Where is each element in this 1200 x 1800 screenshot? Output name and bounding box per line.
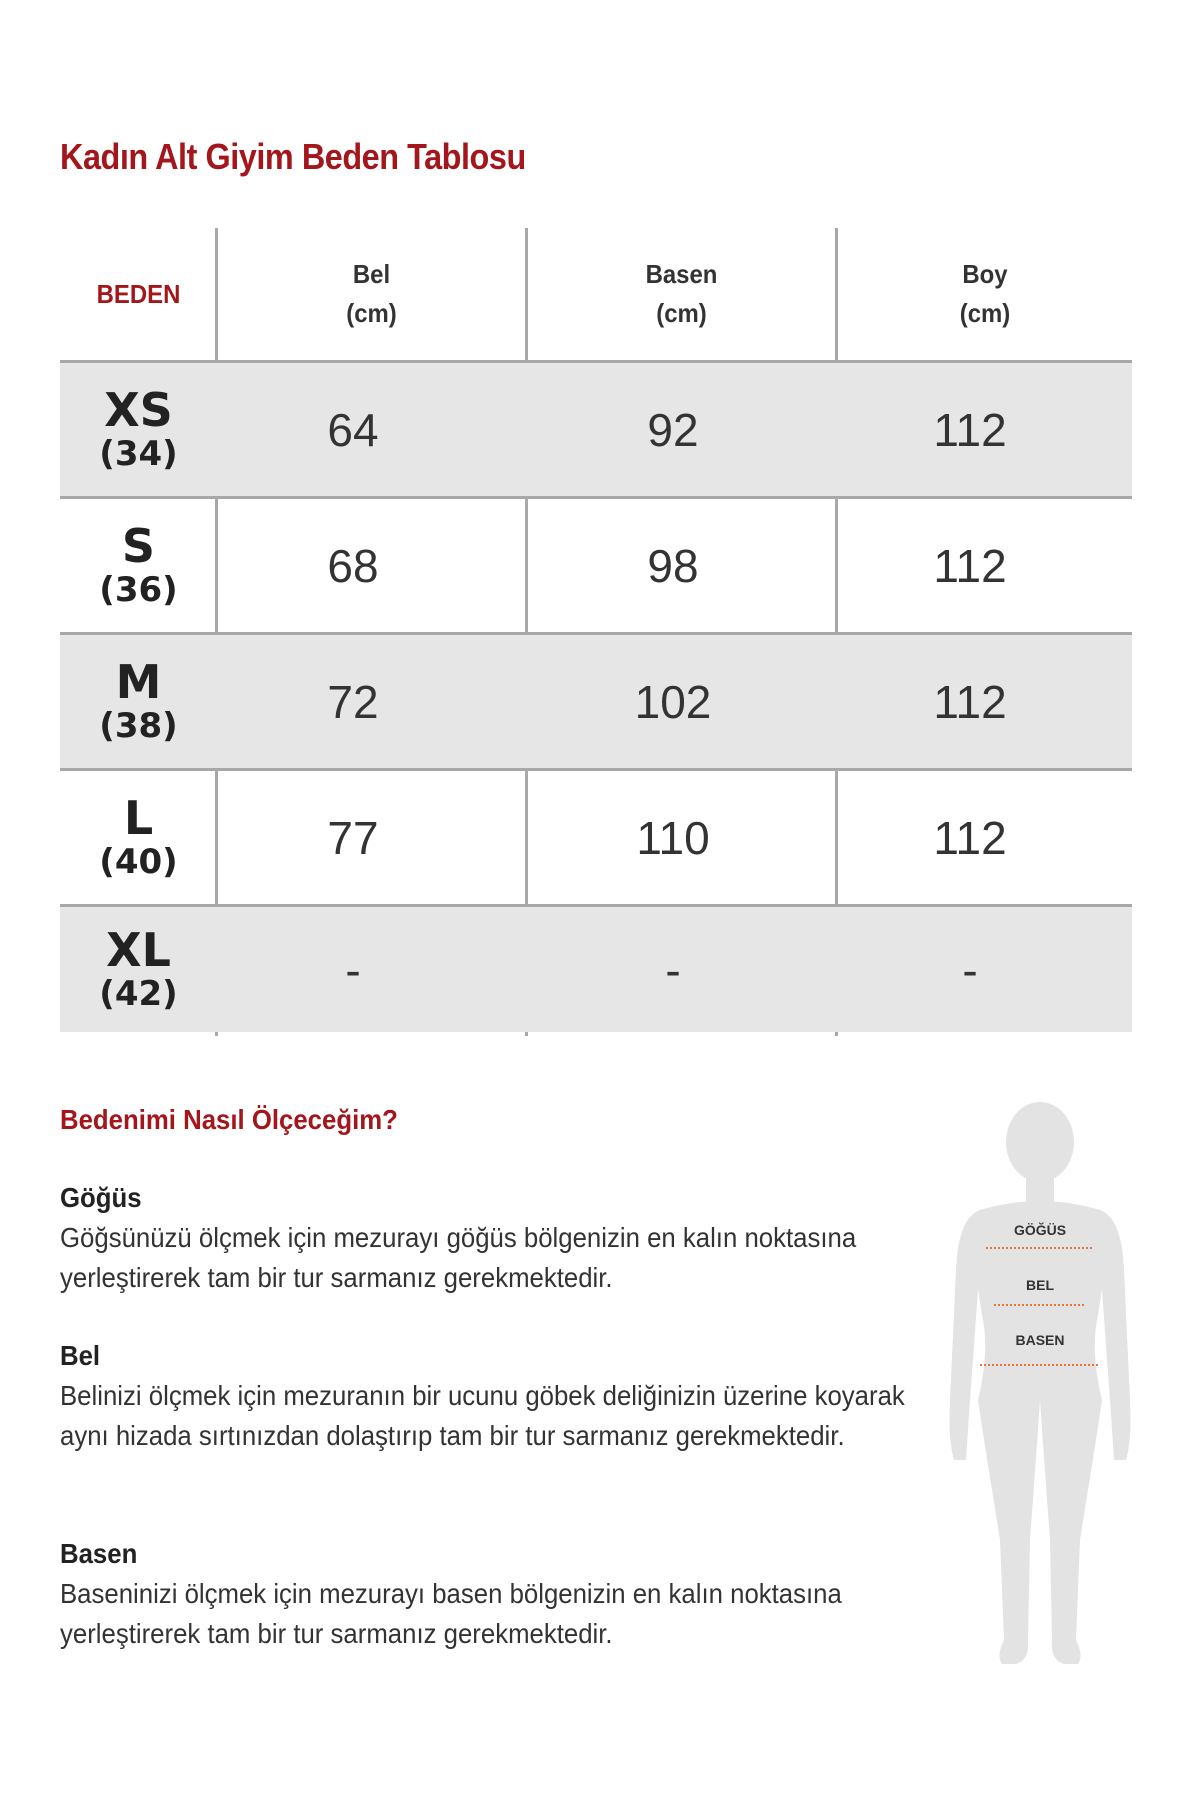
section-text: Göğsünüzü ölçmek için mezurayı göğüs bölgenizin en kalın noktasına yerleştirerek tam bir tur sarmanız gerekmektedir. <box>60 1222 857 1293</box>
guide-section-chest <box>60 1178 940 1298</box>
header-basen <box>540 228 822 360</box>
page-title: Kadın Alt Giyim Beden Tablosu <box>60 136 526 177</box>
header-size: BEDEN <box>96 278 181 309</box>
header-bel-unit: (cm) <box>346 298 397 328</box>
bel-value: 72 <box>327 675 379 728</box>
size-number: (40) <box>99 841 178 882</box>
header-bel <box>230 228 512 360</box>
basen-value: - <box>665 943 681 996</box>
size-number: (36) <box>99 569 178 610</box>
table-row <box>60 496 1132 632</box>
table-row <box>60 360 1132 496</box>
guide-section-hip <box>60 1534 940 1654</box>
header-boy-unit: (cm) <box>959 298 1011 328</box>
section-text: Belinizi ölçmek için mezuranın bir ucunu göbek deliğinizin üzerine koyarak aynı hizada sırtınızdan dolaştırıp tam bir tur sarmanız gerekmektedir. <box>60 1380 905 1451</box>
chest-label: GÖĞÜS <box>1013 1222 1067 1238</box>
bel-value: - <box>345 943 361 996</box>
boy-value: 112 <box>933 403 1007 456</box>
bel-value: 68 <box>327 539 379 592</box>
size-label <box>60 907 217 1032</box>
table-row <box>60 768 1132 904</box>
guide-section-waist <box>60 1336 940 1456</box>
size-letter: XS <box>104 382 173 437</box>
basen-value: 98 <box>647 539 699 592</box>
boy-value: 112 <box>933 539 1007 592</box>
boy-value: - <box>962 943 978 996</box>
basen-value: 102 <box>634 675 712 728</box>
section-heading: Göğüs <box>60 1182 142 1213</box>
size-letter: S <box>121 518 156 573</box>
size-number: (34) <box>99 433 178 474</box>
basen-value: 92 <box>647 403 699 456</box>
header-boy <box>850 228 1120 360</box>
size-letter: L <box>123 790 154 845</box>
header-basen-unit: (cm) <box>656 298 707 328</box>
table-row <box>60 904 1132 1032</box>
size-label <box>60 635 217 768</box>
boy-value: 112 <box>933 811 1007 864</box>
body-measurement-figure <box>940 1100 1140 1680</box>
size-table <box>60 228 1132 1032</box>
boy-value: 112 <box>933 675 1007 728</box>
size-number: (38) <box>99 705 178 746</box>
table-row <box>60 632 1132 768</box>
header-boy-name: Boy <box>962 259 1008 289</box>
waist-label: BEL <box>1026 1277 1054 1293</box>
header-bel-name: Bel <box>352 259 391 289</box>
header-basen-name: Basen <box>645 259 718 289</box>
table-header <box>60 228 1132 360</box>
section-heading: Basen <box>60 1538 138 1569</box>
bel-value: 77 <box>327 811 379 864</box>
bel-value: 64 <box>327 403 379 456</box>
size-label <box>60 771 217 904</box>
basen-value: 110 <box>636 811 710 864</box>
hip-label: BASEN <box>1015 1332 1065 1348</box>
section-heading: Bel <box>60 1340 101 1371</box>
size-label <box>60 363 217 496</box>
section-text: Baseninizi ölçmek için mezurayı basen bölgenizin en kalın noktasına yerleştirerek tam bir tur sarmanız gerekmektedir. <box>60 1578 842 1649</box>
female-body-silhouette-icon <box>940 1100 1140 1680</box>
guide-title: Bedenimi Nasıl Ölçeceğim? <box>60 1104 398 1135</box>
size-letter: XL <box>106 922 171 977</box>
size-number: (42) <box>99 973 178 1014</box>
size-letter: M <box>115 654 162 709</box>
size-label <box>60 499 217 632</box>
